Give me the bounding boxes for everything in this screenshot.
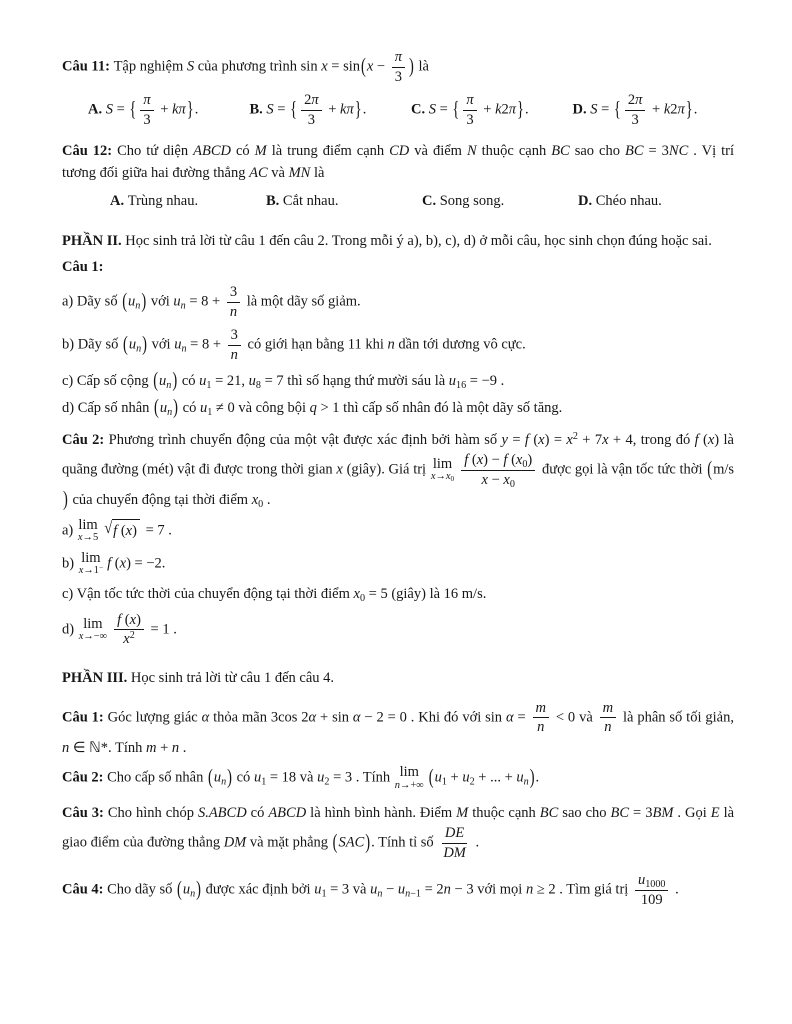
question-12-stem: Câu 12: Cho tứ diện ABCD có M là trung điểm cạnh CD và điểm N thuộc cạnh BC sao cho BC = 3NC . Vị trí tương đối giữa hai đường thẳng AC và MN là — [62, 142, 734, 182]
part-2-question-2-item-b: b) lim x→1− f (x) = −2. — [62, 550, 166, 577]
part-3-question-3: Câu 3: Cho hình chóp S.ABCD có ABCD là hình bình hành. Điểm M thuộc cạnh BC sao cho BC = 3BM . Gọi E là giao điểm của đường thẳng DM và mặt phẳng (SAC). Tính tỉ số $\frac{DE}{DM}$ . — [62, 804, 735, 861]
part-3-question-4: Câu 4: Cho dãy số $(u_n)$ được xác định bởi $u_1 = 3$ và $u_n - u_{n-1} = 2n - 3$ với mọi n ≥ 2 . Tìm giá trị $\frac{u_{1000}}{109}$ . — [62, 872, 679, 909]
question-12-option-c: C. Song song. — [422, 192, 505, 209]
question-11-option-c: C. S = { $\frac{\pi}{3}$ + k2π}. — [411, 92, 529, 129]
part-2-question-2-item-d: d) lim x→−∞ $\frac{f (x)}{x^2}$ = 1 . — [62, 611, 177, 648]
question-11-option-d: D. S = { $\frac{2\pi}{3}$ + k2π}. — [572, 92, 698, 129]
part-2-header: PHẦN II. Học sinh trả lời từ câu 1 đến câu 2. Trong mỗi ý a), b), c), d) ở mỗi câu, học sinh chọn đúng hoặc sai. — [62, 233, 712, 250]
part-2-question-1-item-d: d) Cấp số nhân $(u_n)$ có $u_1 \ne 0$ và công bội q > 1 thì cấp số nhân đó là một dãy số tăng. — [62, 396, 563, 420]
question-12-option-b: B. Cắt nhau. — [266, 192, 339, 209]
part-3-header: PHẦN III. Học sinh trả lời từ câu 1 đến câu 4. — [62, 670, 335, 687]
question-12-option-a: A. Trùng nhau. — [110, 192, 199, 209]
question-12-option-d: D. Chéo nhau. — [578, 192, 662, 209]
part-3-question-2: Câu 2: Cho cấp số nhân $(u_n)$ có $u_1 = 18$ và $u_2 = 3$ . Tính lim n→+∞ ($u_1 + u_2$ + ... + $u_n$). — [62, 764, 540, 791]
question-11-options — [62, 91, 734, 129]
question-11-stem: Câu 11: Tập nghiệm S của phương trình sin x = sin(x − $\frac{\pi}{3}$ ) là — [62, 49, 429, 85]
question-11-option-b: B. S = { $\frac{2\pi}{3}$ + kπ}. — [249, 92, 367, 129]
part-2-question-2-stem: Câu 2: Phương trình chuyển động của một vật được xác định bởi hàm số y = f $(x) = x^2 + 7x + 4$, trong đó f (x) là quãng đường (mét) vật đi được trong thời gian x (giây). Giá trị lim $x\to x_0$ $\frac{f (x) - f (x_0)}{x - x_0}$ được gọi là vận tốc tức thời (m/s) của chuyển động tại thời điểm $x_0$ . — [62, 430, 735, 512]
part-2-question-1-item-b: b) Dãy số $(u_n)$ với $u_n = 8$ + $\frac{3}{n}$ có giới hạn bằng 11 khi n dần tới dương vô cực. — [62, 327, 526, 364]
part-3-question-1: Câu 1: Góc lượng giác α thỏa mãn 3cos 2α + sin α − 2 = 0 . Khi đó với sin α = $\frac{m}{n}$ < 0 và $\frac{m}{n}$ là phân số tối giản, n ∈ ℕ*. Tính m + n . — [62, 699, 734, 756]
question-12-options — [62, 190, 734, 212]
part-2-question-1-item-a: a) Dãy số $(u_n)$ với $u_n = 8$ + $\frac{3}{n}$ là một dãy số giảm. — [62, 284, 361, 320]
part-2-question-2-item-a: a) lim x→5 √ f (x) = 7 . — [62, 516, 172, 544]
part-2-question-1-label: Câu 1: — [62, 258, 104, 275]
question-11-option-a: A. S = { $\frac{\pi}{3}$ + kπ}. — [88, 92, 199, 129]
part-2-question-1-item-c: c) Cấp số cộng $(u_n)$ có $u_1 = 21$, $u_8 = 7$ thì số hạng thứ mười sáu là $u_{16} = -9$ . — [62, 369, 505, 393]
part-2-question-2-item-c: c) Vận tốc tức thời của chuyển động tại thời điểm $x_0 = 5$ (giây) là 16 m/s. — [62, 586, 487, 605]
